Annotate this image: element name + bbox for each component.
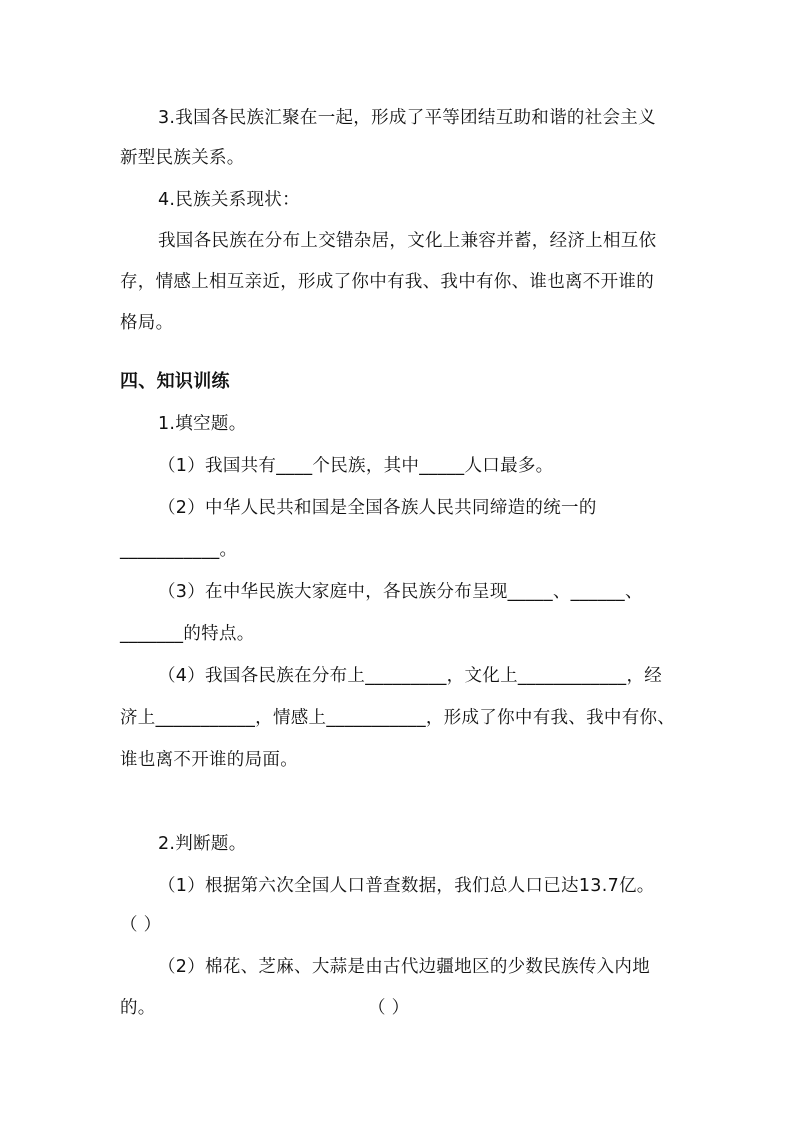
fill-blank-q4-line-2: 济上___________，情感上___________，形成了你中有我、我中有你、	[120, 708, 676, 728]
fill-blank-title: 1.填空题。	[158, 414, 247, 434]
section-heading: 四、知识训练	[120, 371, 230, 392]
judge-q1-answer-bracket: （ ）	[120, 915, 162, 935]
paragraph-3-line-1: 3.我国各民族汇聚在一起，形成了平等团结互助和谐的社会主义	[158, 108, 656, 128]
judge-q2-line-1: （2）棉花、芝麻、大蒜是由古代边疆地区的少数民族传入内地	[158, 957, 651, 977]
fill-blank-q2-line-1: （2）中华人民共和国是全国各族人民共同缔造的统一的	[158, 498, 597, 518]
paragraph-4-line-1: 我国各民族在分布上交错杂居，文化上兼容并蓄，经济上相互依	[158, 231, 657, 251]
judge-q2-line-2: 的。	[120, 998, 156, 1018]
fill-blank-q1: （1）我国共有____个民族，其中_____人口最多。	[158, 456, 554, 476]
fill-blank-q3-line-1: （3）在中华民族大家庭中，各民族分布呈现_____、______、	[158, 582, 643, 602]
judge-q1-line-1: （1）根据第六次全国人口普查数据，我们总人口已达13.7亿。	[158, 876, 655, 896]
judge-title: 2.判断题。	[158, 834, 247, 854]
fill-blank-q3-line-2: _______的特点。	[120, 624, 255, 644]
paragraph-4-title: 4.民族关系现状：	[158, 190, 300, 210]
paragraph-4-line-3: 格局。	[120, 313, 174, 333]
paragraph-3-line-2: 新型民族关系。	[120, 148, 245, 168]
paragraph-4-line-2: 存，情感上相互亲近，形成了你中有我、我中有你、谁也离不开谁的	[120, 272, 654, 292]
fill-blank-q4-line-3: 谁也离不开谁的局面。	[120, 750, 298, 770]
fill-blank-q2-line-2: ___________。	[120, 540, 238, 560]
fill-blank-q4-line-1: （4）我国各民族在分布上_________，文化上____________，经	[158, 666, 663, 686]
judge-q2-answer-bracket: （ ）	[368, 998, 410, 1018]
